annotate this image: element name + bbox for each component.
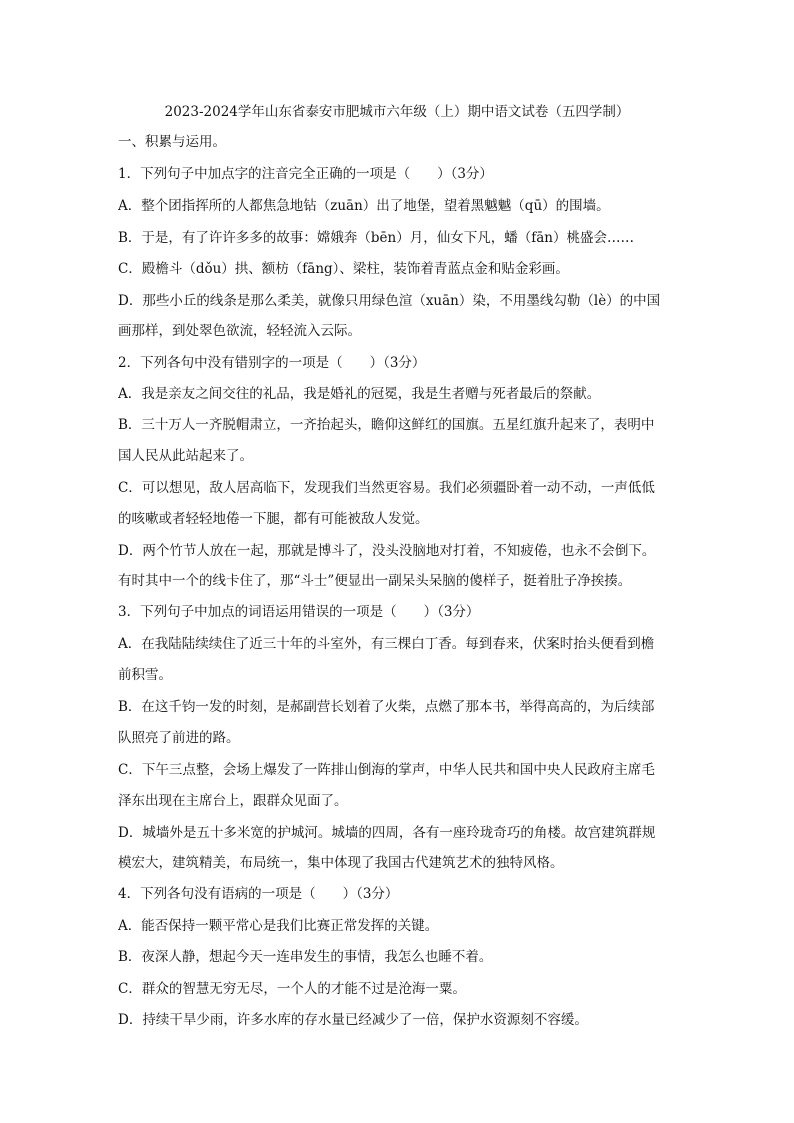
exam-title: 2023-2024学年山东省泰安市肥城市六年级（上）期中语文试卷（五四学制） [164,104,630,120]
q2-option-b-line2: 国人民从此站起来了。 [118,448,253,464]
section-heading: 一、积累与运用。 [118,134,226,150]
q3-option-c-line1: C．下午三点整，会场上爆发了一阵排山倒海的掌声，中华人民共和国中央人民政府主席毛 [118,762,655,778]
q1-option-d-line2: 画那样，到处翠色欲流，轻轻流入云际。 [118,323,361,339]
q3-stem: 3．下列句子中加点的词语运用错误的一项是（ ）（3分） [118,604,480,620]
q1-stem: 1．下列句子中加点字的注音完全正确的一项是（ ）（3分） [118,166,493,182]
q3-option-a-line1: A．在我陆陆续续住了近三十年的斗室外，有三棵白丁香。每到春来，伏案时抬头便看到檐 [118,636,655,652]
q3-option-b-line2: 队照亮了前进的路。 [118,730,240,746]
q4-option-d: D．持续干旱少雨，许多水库的存水量已经减少了一倍，保护水资源刻不容缓。 [118,1012,588,1028]
q3-option-c-line2: 泽东出现在主席台上，跟群众见面了。 [118,793,348,809]
q4-stem: 4．下列各句没有语病的一项是（ ）（3分） [118,886,399,902]
q2-option-d-line2: 有时其中一个的线卡住了，那“斗士”便显出一副呆头呆脑的傻样子，挺着肚子净挨揍。 [118,573,632,589]
q2-option-c-line1: C．可以想见，敌人居高临下，发现我们当然更容易。我们必须疆卧着一动不动，一声低低 [118,480,655,496]
q2-option-d-line1: D．两个竹节人放在一起，那就是博斗了，没头没脑地对打着，不知疲倦，也永不会倒下。 [118,543,656,559]
q4-option-c: C．群众的智慧无穷无尽，一个人的才能不过是沧海一粟。 [118,981,466,997]
q1-option-a: A．整个团指挥所的人都焦急地钻（zuān）出了地堡，望着黑魆魆（qū）的围墙。 [118,198,610,214]
q3-option-d-line2: 模宏大，建筑精美，布局统一，集中体现了我国古代建筑艺术的独特风格。 [118,855,564,871]
q2-option-b-line1: B．三十万人一齐脱帽肃立，一齐抬起头，瞻仰这鲜红的国旗。五星红旗升起来了，表明中 [118,417,655,433]
q2-option-a: A．我是亲友之间交往的礼品，我是婚礼的冠冕，我是生者赠与死者最后的祭献。 [118,386,601,402]
q2-option-c-line2: 的咳嗽或者轻轻地倦一下腿，都有可能被敌人发觉。 [118,511,429,527]
q1-option-b: B．于是，有了许许多多的故事：嫦娥奔（bēn）月，仙女下凡，蟠（fān）桃盛会…… [118,230,634,246]
q3-option-b-line1: B．在这千钧一发的时刻，是郝副营长划着了火柴，点燃了那本书，举得高高的，为后续部 [118,699,655,715]
q4-option-a: A．能否保持一颗平常心是我们比赛正常发挥的关键。 [118,918,439,934]
q2-stem: 2．下列各句中没有错别字的一项是（ ）（3分） [118,355,426,371]
q4-option-b: B．夜深人静，想起今天一连串发生的事情，我怎么也睡不着。 [118,949,493,965]
q1-option-d-line1: D．那些小丘的线条是那么柔美，就像只用绿色渲（xuān）染，不用墨线勾勒（lè）的中国 [118,293,661,309]
q3-option-d-line1: D．城墙外是五十多米宽的护城河。城墙的四周，各有一座玲珑奇巧的角楼。故宫建筑群规 [118,825,656,841]
q1-option-c: C．殿檐斗（dǒu）拱、额枋（fāng）、梁柱，装饰着青蓝点金和贴金彩画。 [118,261,569,277]
q3-option-a-line2: 前积雪。 [118,667,172,683]
